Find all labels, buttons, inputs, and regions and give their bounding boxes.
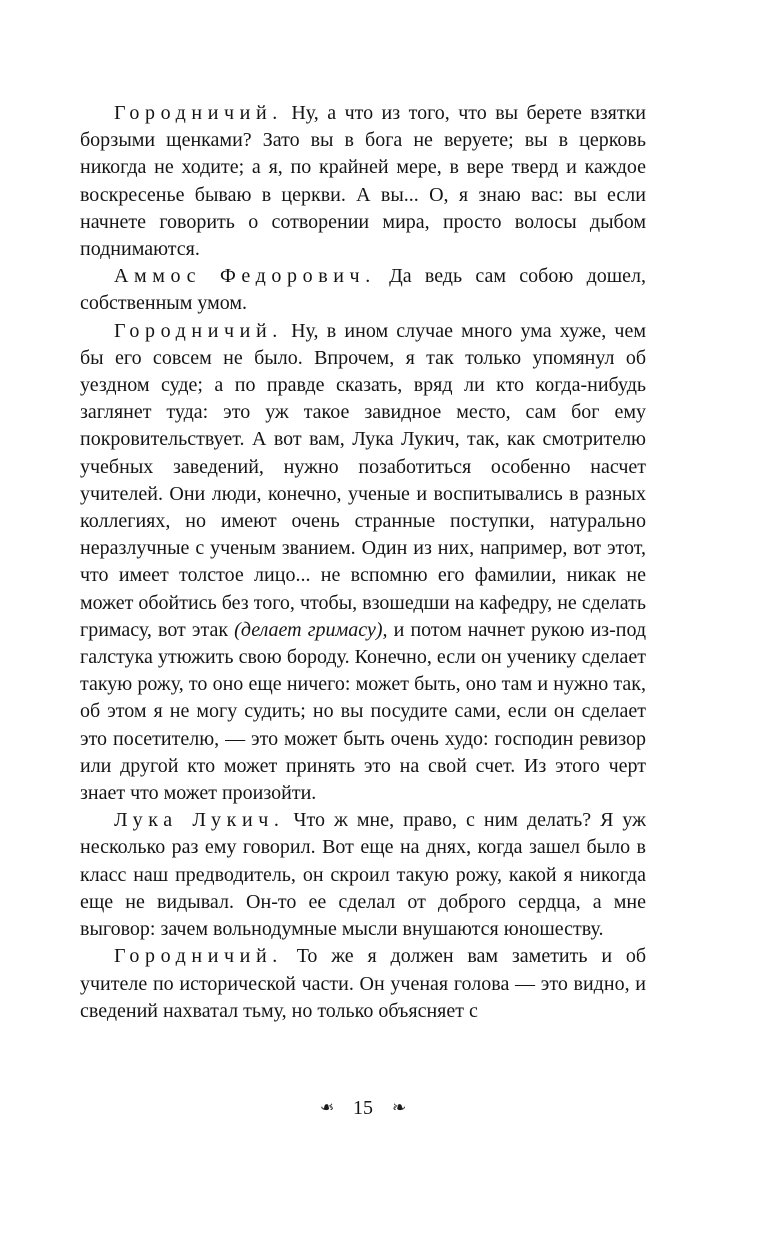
paragraph xyxy=(80,807,646,943)
speech-text: Да ведь сам собою дошел, собственным умом. xyxy=(80,265,646,315)
text-block xyxy=(80,100,646,1025)
page-number: 15 xyxy=(353,1096,373,1119)
paragraph xyxy=(80,263,646,317)
speech-text: Ну, а что из того, что вы берете взятки борзыми щенками? Зато вы в бога не веруете; вы в церковь никогда не ходите; а я, по крайней мере, в вере тверд и каждое воскресенье бываю в церкви. А вы... О, я знаю вас: вы если начнете говорить о сотворении мира, просто волосы дыбом поднимаются. xyxy=(80,102,646,261)
speaker-name: Городничий. xyxy=(114,102,283,124)
speaker-name: Лука Лукич. xyxy=(114,809,285,832)
speech-text: Ну, в ином случае много ума хуже, чем бы его совсем не было. Впрочем, я так только упомянул об уездном суде; а по правде сказать, вряд ли кто когда-нибудь заглянет туда: это уж такое завидное место, сам бог ему покровительствует. А вот вам, Лука Лукич, так, как смотрителю учебных заведений, нужно позаботиться особенно насчет учителей. Они люди, конечно, ученые и воспитывались в разных коллегиях, но имеют очень странные поступки, натурально неразлучные с ученым званием. Один из них, например, вот этот, что имеет толстое лицо... не вспомню его фамилии, никак не может обойтись без того, чтобы, взошедши на кафедру, не сделать гримасу, вот этак xyxy=(80,319,647,641)
fleuron-icon: ❧ xyxy=(392,1098,407,1119)
speaker-name: Аммос Федорович. xyxy=(114,265,376,288)
speaker-name: Городничий. xyxy=(114,945,283,968)
speech-text: Что ж мне, право, с ним делать? Я уж несколько раз ему говорил. Вот еще на днях, когда зашел было в класс наш предводитель, он скроил такую рожу, какой я никогда еще не видывал. Он-то ее сделал от доброго сердца, а мне выговор: зачем вольнодумные мысли внушаются юношеству. xyxy=(80,809,646,941)
speaker-name: Городничий. xyxy=(114,319,283,342)
paragraph xyxy=(80,943,646,1025)
book-page xyxy=(80,100,646,1025)
paragraph xyxy=(80,100,646,263)
speech-text: и потом начнет рукою из-под галстука утюжить свою бороду. Конечно, если он ученику сделает такую рожу, то оно еще ничего: может быть, оно там и нужно так, об этом я не могу судить; но вы посудите сами, если он сделает это посетителю, — это может быть очень худо: господин ревизор или другой кто может принять это на свой счет. Из этого черт знает что может произойти. xyxy=(80,618,647,805)
stage-direction: (делает гримасу), xyxy=(234,618,388,641)
paragraph xyxy=(80,318,646,808)
speech-text: То же я должен вам заметить и об учителе по исторической части. Он ученая голова — это видно, и сведений нахватал тьму, но только объясняет с xyxy=(80,945,647,1022)
page-footer xyxy=(80,1096,646,1120)
fleuron-icon: ❧ xyxy=(319,1098,334,1119)
